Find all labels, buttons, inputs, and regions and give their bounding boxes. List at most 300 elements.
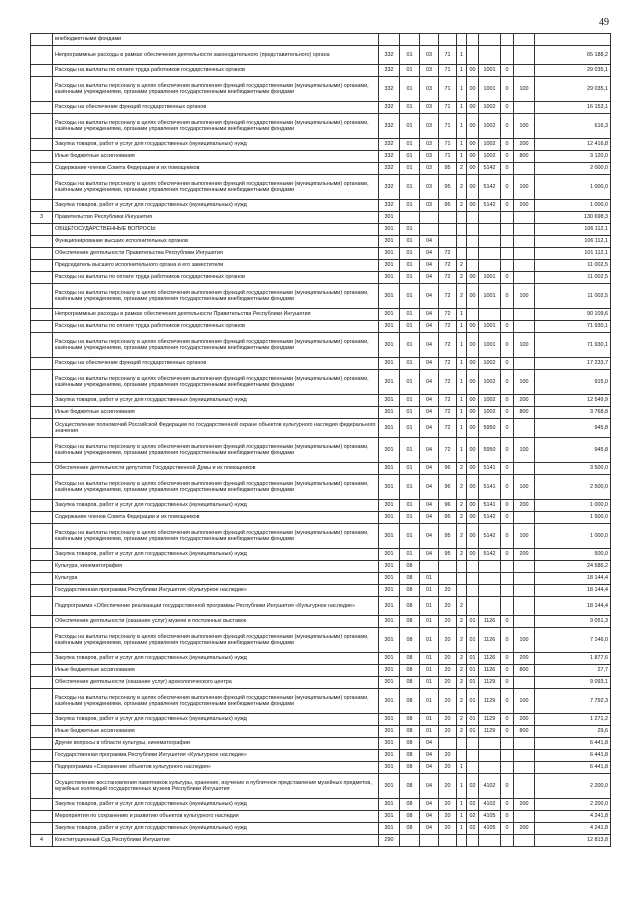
row-number [31,738,53,750]
expense-type-code [514,163,535,175]
subprogram-code: 1 [457,309,467,321]
subprogram-code: 2 [457,689,467,714]
expense-type-code [514,762,535,774]
expense-type-code: 200 [514,653,535,665]
direction-code [479,750,501,762]
table-row [31,321,611,333]
subprogram-code [457,750,467,762]
event-code: 01 [467,653,479,665]
direction-suffix: 0 [501,665,514,677]
admin-code: 301 [379,762,400,774]
table-row [31,46,611,65]
section-code: 01 [400,284,420,309]
row-number [31,407,53,419]
subprogram-code: 1 [457,114,467,139]
event-code: 00 [467,419,479,438]
admin-code: 301 [379,549,400,561]
table-row [31,102,611,114]
subprogram-code: 2 [457,653,467,665]
subsection-code: 03 [420,151,439,163]
subprogram-code: 2 [457,616,467,628]
subsection-code: 03 [420,200,439,212]
row-number [31,585,53,597]
section-code: 01 [400,224,420,236]
section-code: 01 [400,151,420,163]
subsection-code: 04 [420,321,439,333]
program-code: 71 [439,102,457,114]
direction-suffix [501,738,514,750]
section-code: 08 [400,811,420,823]
row-amount: 18 144,4 [535,585,611,597]
row-name: Расходы на выплаты персоналу в целях обеспечения выполнения функций государственными (муниципальными) органами, казёнными учреждениями, органами управления государственными внебюджетными фондами [53,628,379,653]
program-code: 96 [439,500,457,512]
program-code: 20 [439,616,457,628]
event-code: 00 [467,163,479,175]
direction-code [479,597,501,616]
row-name: Непрограммные расходы в рамках обеспечения деятельности Правительства Республики Ингушетия [53,309,379,321]
section-code: 08 [400,689,420,714]
admin-code: 332 [379,175,400,200]
event-code: 01 [467,628,479,653]
subsection-code: 03 [420,175,439,200]
subprogram-code: 2 [457,597,467,616]
row-name: Расходы на выплаты по оплате труда работников государственных органов [53,321,379,333]
direction-code: 1002 [479,114,501,139]
admin-code: 301 [379,665,400,677]
subprogram-code: 1 [457,358,467,370]
row-amount: 1 271,2 [535,714,611,726]
admin-code: 301 [379,321,400,333]
row-number [31,34,53,46]
subsection-code: 04 [420,272,439,284]
direction-suffix: 0 [501,358,514,370]
subprogram-code: 1 [457,151,467,163]
row-name: Расходы на выплаты персоналу в целях обеспечения выполнения функций государственными (муниципальными) органами, казёнными учреждениями, органами управления государственными внебюджетными фондами [53,438,379,463]
program-code: 96 [439,463,457,475]
expense-type-code [514,309,535,321]
direction-code: 5141 [479,500,501,512]
subsection-code: 04 [420,500,439,512]
program-code: 20 [439,762,457,774]
subsection-code: 04 [420,309,439,321]
row-number [31,799,53,811]
table-row [31,512,611,524]
row-amount: 11 002,5 [535,272,611,284]
subprogram-code: 1 [457,77,467,102]
row-number [31,512,53,524]
program-code [439,34,457,46]
subprogram-code: 1 [457,102,467,114]
table-row [31,407,611,419]
expense-type-code [514,597,535,616]
direction-code [479,260,501,272]
expense-type-code [514,358,535,370]
subsection-code: 04 [420,438,439,463]
row-amount: 1 500,0 [535,512,611,524]
subsection-code: 01 [420,714,439,726]
admin-code: 332 [379,139,400,151]
admin-code: 301 [379,799,400,811]
row-name: Государственная программа Республики Ингушетия «Культурное наследие» [53,585,379,597]
row-number [31,175,53,200]
admin-code: 301 [379,333,400,358]
row-name: Правительство Республики Ингушетия [53,212,379,224]
direction-code [479,573,501,585]
direction-code [479,762,501,774]
event-code [467,762,479,774]
event-code: 00 [467,77,479,102]
subprogram-code: 2 [457,549,467,561]
direction-code: 1126 [479,616,501,628]
row-name: Закупка товаров, работ и услуг для государственных (муниципальных) нужд [53,799,379,811]
row-amount: 29,6 [535,726,611,738]
admin-code: 301 [379,616,400,628]
section-code: 08 [400,762,420,774]
direction-suffix: 0 [501,438,514,463]
table-row [31,561,611,573]
program-code: 20 [439,628,457,653]
row-name: Закупка товаров, работ и услуг для государственных (муниципальных) нужд [53,500,379,512]
subsection-code: 04 [420,260,439,272]
table-row [31,573,611,585]
row-amount: 9 051,3 [535,616,611,628]
section-code: 08 [400,799,420,811]
section-code: 01 [400,358,420,370]
program-code: 72 [439,395,457,407]
admin-code: 301 [379,260,400,272]
program-code: 95 [439,175,457,200]
admin-code [379,34,400,46]
direction-suffix: 0 [501,333,514,358]
row-number [31,774,53,799]
section-code: 08 [400,750,420,762]
row-name: Закупка товаров, работ и услуг для государственных (муниципальных) нужд [53,549,379,561]
row-name: Иные бюджетные ассигнования [53,407,379,419]
row-number [31,628,53,653]
row-amount: 90 109,6 [535,309,611,321]
table-row [31,260,611,272]
row-number [31,597,53,616]
subsection-code [420,34,439,46]
subprogram-code: 2 [457,714,467,726]
subprogram-code [457,573,467,585]
section-code: 01 [400,272,420,284]
row-amount: 11 002,5 [535,260,611,272]
direction-suffix [501,224,514,236]
section-code: 01 [400,321,420,333]
row-number [31,370,53,395]
subprogram-code: 1 [457,438,467,463]
expense-type-code [514,738,535,750]
direction-suffix: 0 [501,370,514,395]
direction-suffix: 0 [501,114,514,139]
event-code: 00 [467,272,479,284]
admin-code: 332 [379,114,400,139]
row-number [31,333,53,358]
direction-suffix: 0 [501,677,514,689]
program-code: 72 [439,407,457,419]
row-amount: 12 549,9 [535,395,611,407]
expense-type-code: 100 [514,333,535,358]
table-row [31,811,611,823]
row-name: Осуществление восстановления памятников культуры, хранение, изучение и публичное представление музейных предметов, музейных коллекций государственных музеев Республики Ингушетия [53,774,379,799]
program-code: 72 [439,358,457,370]
table-row [31,738,611,750]
subprogram-code: 1 [457,799,467,811]
direction-suffix [501,248,514,260]
direction-suffix: 0 [501,395,514,407]
row-number [31,524,53,549]
event-code: 00 [467,175,479,200]
direction-code [479,46,501,65]
subprogram-code: 1 [457,46,467,65]
program-code: 71 [439,114,457,139]
row-name: Непрограммные расходы в рамках обеспечения деятельности законодательного (представительного) органа [53,46,379,65]
table-row [31,309,611,321]
subsection-code: 03 [420,65,439,77]
event-code: 00 [467,524,479,549]
subsection-code: 04 [420,475,439,500]
program-code [439,835,457,847]
event-code [467,309,479,321]
row-amount: 11 002,5 [535,284,611,309]
expense-type-code [514,248,535,260]
row-name: Закупка товаров, работ и услуг для государственных (муниципальных) нужд [53,395,379,407]
admin-code: 301 [379,248,400,260]
row-number [31,236,53,248]
expense-type-code: 100 [514,370,535,395]
section-code: 08 [400,823,420,835]
section-code: 01 [400,248,420,260]
program-code: 20 [439,714,457,726]
section-code [400,212,420,224]
table-row [31,151,611,163]
subprogram-code: 2 [457,163,467,175]
subsection-code: 03 [420,77,439,102]
subsection-code: 04 [420,811,439,823]
table-row [31,628,611,653]
expense-type-code [514,236,535,248]
program-code: 71 [439,77,457,102]
subprogram-code: 2 [457,665,467,677]
direction-suffix: 0 [501,524,514,549]
table-row [31,616,611,628]
direction-suffix [501,597,514,616]
direction-suffix [501,309,514,321]
expense-type-code [514,272,535,284]
section-code: 08 [400,677,420,689]
table-row [31,726,611,738]
subsection-code: 04 [420,512,439,524]
admin-code: 301 [379,370,400,395]
row-amount: 2 200,0 [535,774,611,799]
table-row [31,689,611,714]
row-number [31,163,53,175]
direction-code: 1002 [479,395,501,407]
admin-code: 301 [379,438,400,463]
table-row [31,200,611,212]
direction-suffix: 0 [501,811,514,823]
subsection-code: 04 [420,407,439,419]
table-row [31,419,611,438]
row-number [31,616,53,628]
program-code: 72 [439,321,457,333]
event-code [467,738,479,750]
subprogram-code [457,248,467,260]
row-amount: 17 233,7 [535,358,611,370]
section-code: 08 [400,573,420,585]
admin-code: 301 [379,236,400,248]
expense-type-code: 100 [514,77,535,102]
direction-code: 5142 [479,524,501,549]
row-name: Закупка товаров, работ и услуг для государственных (муниципальных) нужд [53,139,379,151]
subprogram-code [457,224,467,236]
table-row [31,714,611,726]
section-code: 08 [400,665,420,677]
program-code: 72 [439,272,457,284]
event-code: 00 [467,321,479,333]
subsection-code: 01 [420,665,439,677]
admin-code: 301 [379,823,400,835]
program-code: 20 [439,726,457,738]
program-code: 71 [439,65,457,77]
direction-suffix: 0 [501,653,514,665]
direction-suffix [501,762,514,774]
section-code: 01 [400,407,420,419]
admin-code: 301 [379,653,400,665]
direction-suffix: 0 [501,321,514,333]
row-amount: 9 093,1 [535,677,611,689]
subprogram-code: 2 [457,628,467,653]
direction-suffix [501,750,514,762]
direction-code: 1129 [479,714,501,726]
program-code: 71 [439,139,457,151]
row-amount: 6 441,8 [535,750,611,762]
admin-code: 332 [379,163,400,175]
row-number [31,475,53,500]
row-number [31,151,53,163]
section-code: 01 [400,512,420,524]
row-number [31,200,53,212]
direction-code: 5142 [479,175,501,200]
expense-type-code [514,463,535,475]
expense-type-code [514,34,535,46]
expense-type-code [514,212,535,224]
subprogram-code: 2 [457,512,467,524]
subsection-code [420,224,439,236]
event-code: 00 [467,200,479,212]
row-number [31,762,53,774]
row-number [31,77,53,102]
subprogram-code: 1 [457,333,467,358]
row-number [31,677,53,689]
row-amount: 945,8 [535,438,611,463]
section-code: 01 [400,175,420,200]
admin-code: 332 [379,151,400,163]
row-number [31,260,53,272]
direction-code: 1129 [479,677,501,689]
section-code: 08 [400,653,420,665]
expense-type-code [514,561,535,573]
direction-code [479,738,501,750]
subsection-code: 04 [420,248,439,260]
expense-type-code [514,774,535,799]
section-code: 01 [400,102,420,114]
subprogram-code: 2 [457,260,467,272]
direction-suffix: 0 [501,549,514,561]
row-name: Расходы на выплаты персоналу в целях обеспечения выполнения функций государственными (муниципальными) органами, казёнными учреждениями, органами управления государственными внебюджетными фондами [53,524,379,549]
subprogram-code [457,835,467,847]
direction-code: 1002 [479,139,501,151]
direction-suffix [501,260,514,272]
direction-code: 1126 [479,665,501,677]
row-number [31,463,53,475]
program-code: 20 [439,665,457,677]
budget-table-body [31,34,611,847]
subprogram-code: 1 [457,762,467,774]
row-amount: 3 768,8 [535,407,611,419]
program-code [439,738,457,750]
table-row [31,762,611,774]
row-number: 3 [31,212,53,224]
program-code: 20 [439,823,457,835]
row-number [31,102,53,114]
table-row [31,284,611,309]
table-row [31,463,611,475]
row-number [31,573,53,585]
subprogram-code: 2 [457,677,467,689]
table-row [31,597,611,616]
row-amount: 6 441,8 [535,738,611,750]
table-row [31,77,611,102]
event-code: 02 [467,823,479,835]
expense-type-code: 800 [514,726,535,738]
subprogram-code: 1 [457,139,467,151]
program-code: 72 [439,248,457,260]
event-code [467,260,479,272]
admin-code: 301 [379,284,400,309]
admin-code: 301 [379,561,400,573]
row-number [31,114,53,139]
row-name: Расходы на выплаты по оплате труда работников государственных органов [53,272,379,284]
row-name: Расходы на выплаты персоналу в целях обеспечения выполнения функций государственными (муниципальными) органами, казёнными учреждениями, органами управления государственными внебюджетными фондами [53,284,379,309]
row-amount: 106 112,1 [535,224,611,236]
event-code: 01 [467,726,479,738]
table-row [31,823,611,835]
row-amount: 1 000,0 [535,500,611,512]
expense-type-code: 100 [514,284,535,309]
subprogram-code [457,34,467,46]
expense-type-code [514,835,535,847]
table-row [31,549,611,561]
event-code: 02 [467,811,479,823]
table-row [31,272,611,284]
row-name: Конституционный Суд Республики Ингушетия [53,835,379,847]
row-amount: 4 241,8 [535,811,611,823]
subprogram-code: 1 [457,419,467,438]
subprogram-code: 2 [457,463,467,475]
program-code: 20 [439,653,457,665]
direction-suffix: 0 [501,628,514,653]
row-name: Председатель высшего исполнительного органа и его заместители [53,260,379,272]
event-code: 00 [467,475,479,500]
program-code: 95 [439,512,457,524]
direction-code: 1001 [479,272,501,284]
direction-code: 4105 [479,811,501,823]
event-code: 00 [467,549,479,561]
direction-code: 5950 [479,438,501,463]
table-row [31,500,611,512]
